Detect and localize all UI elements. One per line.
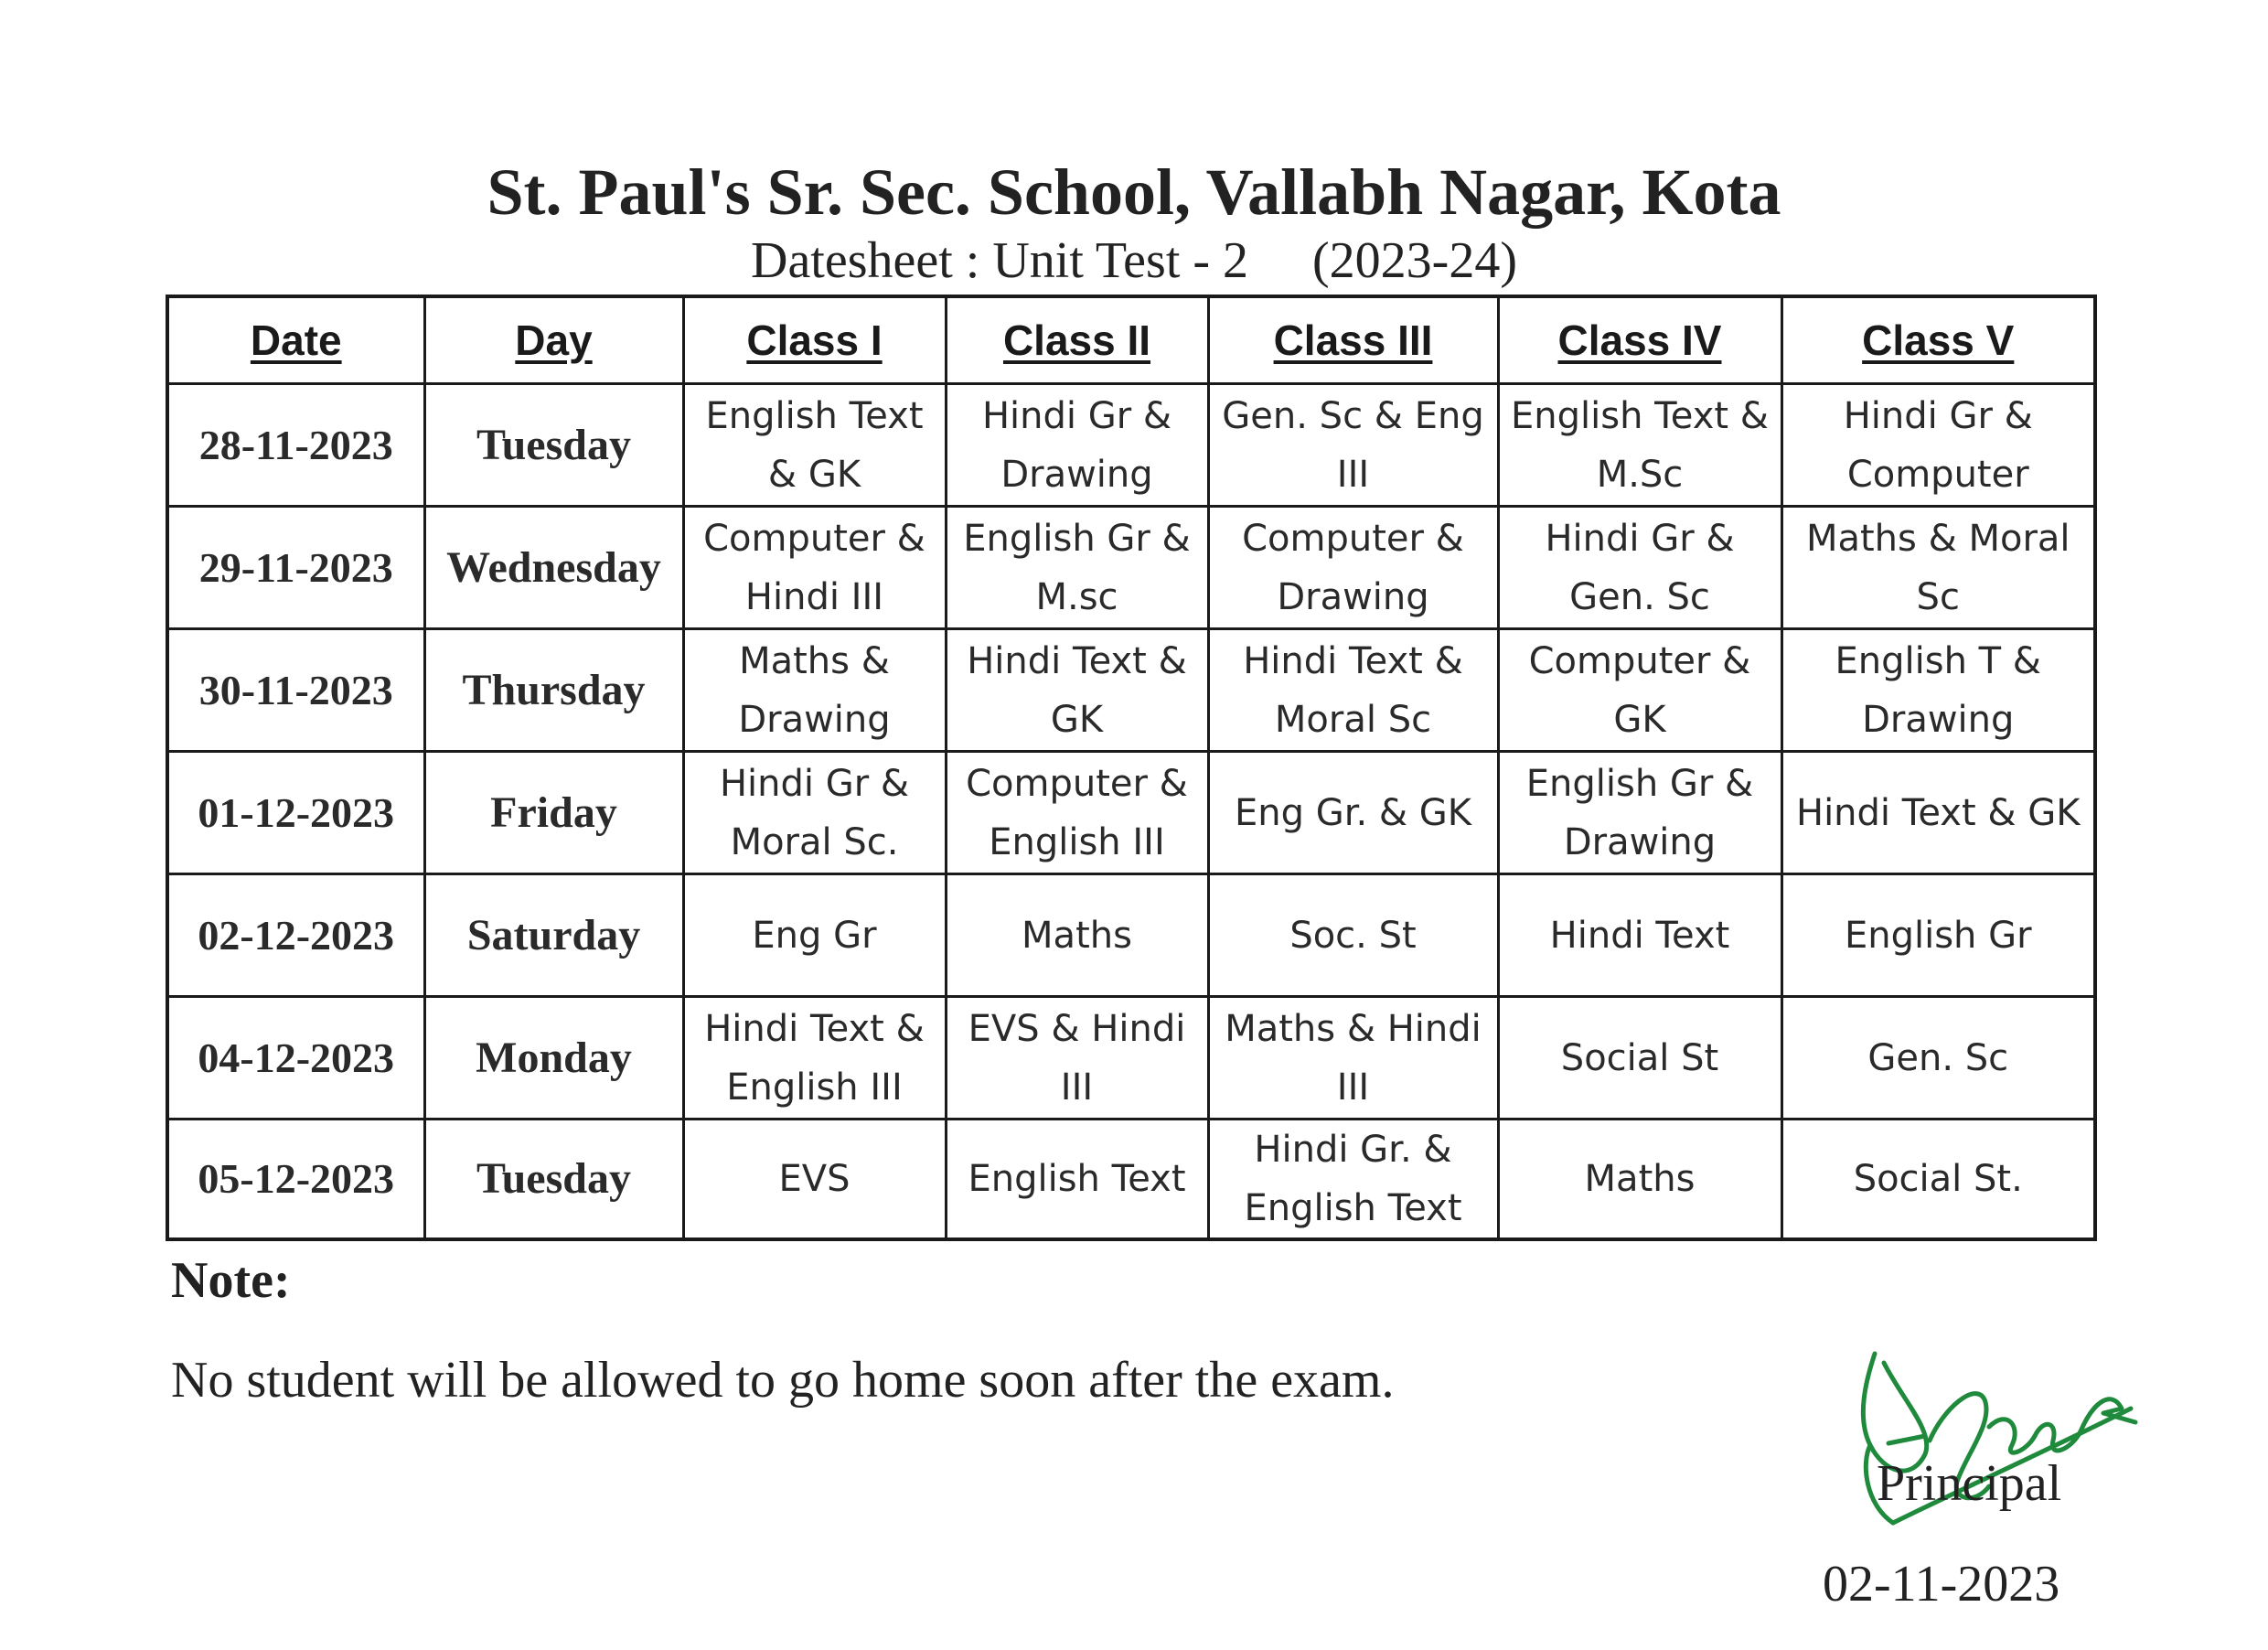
class-4-cell: Social St [1498,997,1781,1120]
date-cell: 29-11-2023 [167,507,424,629]
class-4-cell: English Text & M.Sc [1498,384,1781,507]
class-5-cell: English T & Drawing [1781,629,2095,752]
datesheet-subtitle [0,229,2268,293]
table-row [167,629,2095,752]
class-2-cell: EVS & Hindi III [946,997,1208,1120]
column-header-class-4: Class IV [1498,296,1781,384]
class-1-cell: Hindi Text & English III [683,997,946,1120]
date-cell: 30-11-2023 [167,629,424,752]
date-cell: 04-12-2023 [167,997,424,1120]
table-row [167,997,2095,1120]
class-5-cell: Hindi Gr & Computer [1781,384,2095,507]
class-4-cell: Maths [1498,1120,1781,1240]
class-1-cell: Maths & Drawing [683,629,946,752]
column-header-class-2: Class II [946,296,1208,384]
day-cell: Monday [424,997,683,1120]
column-header-class-3: Class III [1208,296,1498,384]
table-row [167,752,2095,874]
column-header-day: Day [424,296,683,384]
note-label: Note: [171,1252,291,1309]
class-2-cell: English Text [946,1120,1208,1240]
class-1-cell: Hindi Gr & Moral Sc. [683,752,946,874]
class-2-cell: English Gr & M.sc [946,507,1208,629]
exam-name: Datesheet : Unit Test - 2 [751,232,1249,289]
datesheet-table [166,295,2097,1241]
note-text: No student will be allowed to go home soon after the exam. [171,1352,1395,1409]
class-3-cell: Maths & Hindi III [1208,997,1498,1120]
class-5-cell: Maths & Moral Sc [1781,507,2095,629]
class-1-cell: English Text & GK [683,384,946,507]
table-row [167,384,2095,507]
school-title: St. Paul's Sr. Sec. School, Vallabh Nagar, Kota [487,155,1781,229]
table-row [167,874,2095,997]
table-row [167,507,2095,629]
class-3-cell: Hindi Gr. & English Text [1208,1120,1498,1240]
date-cell: 28-11-2023 [167,384,424,507]
date-cell: 01-12-2023 [167,752,424,874]
day-cell: Friday [424,752,683,874]
class-1-cell: EVS [683,1120,946,1240]
day-cell: Saturday [424,874,683,997]
class-3-cell: Gen. Sc & Eng III [1208,384,1498,507]
class-4-cell: Hindi Text [1498,874,1781,997]
date-cell: 02-12-2023 [167,874,424,997]
session-year: (2023-24) [1312,232,1517,289]
class-1-cell: Eng Gr [683,874,946,997]
class-2-cell: Hindi Text & GK [946,629,1208,752]
day-cell: Wednesday [424,507,683,629]
header-row [167,296,2095,384]
class-2-cell: Hindi Gr & Drawing [946,384,1208,507]
class-3-cell: Eng Gr. & GK [1208,752,1498,874]
column-header-date: Date [167,296,424,384]
class-5-cell: English Gr [1781,874,2095,997]
class-3-cell: Hindi Text & Moral Sc [1208,629,1498,752]
class-5-cell: Hindi Text & GK [1781,752,2095,874]
table-row [167,1120,2095,1240]
date-cell: 05-12-2023 [167,1120,424,1240]
column-header-class-5: Class V [1781,296,2095,384]
class-4-cell: English Gr & Drawing [1498,752,1781,874]
class-2-cell: Maths [946,874,1208,997]
class-4-cell: Computer & GK [1498,629,1781,752]
class-3-cell: Computer & Drawing [1208,507,1498,629]
day-cell: Thursday [424,629,683,752]
day-cell: Tuesday [424,384,683,507]
class-2-cell: Computer & English III [946,752,1208,874]
column-header-class-1: Class I [683,296,946,384]
class-3-cell: Soc. St [1208,874,1498,997]
class-5-cell: Gen. Sc [1781,997,2095,1120]
class-1-cell: Computer & Hindi III [683,507,946,629]
class-5-cell: Social St. [1781,1120,2095,1240]
class-4-cell: Hindi Gr & Gen. Sc [1498,507,1781,629]
day-cell: Tuesday [424,1120,683,1240]
principal-label: Principal [1877,1455,2062,1512]
issue-date: 02-11-2023 [1823,1556,2060,1612]
